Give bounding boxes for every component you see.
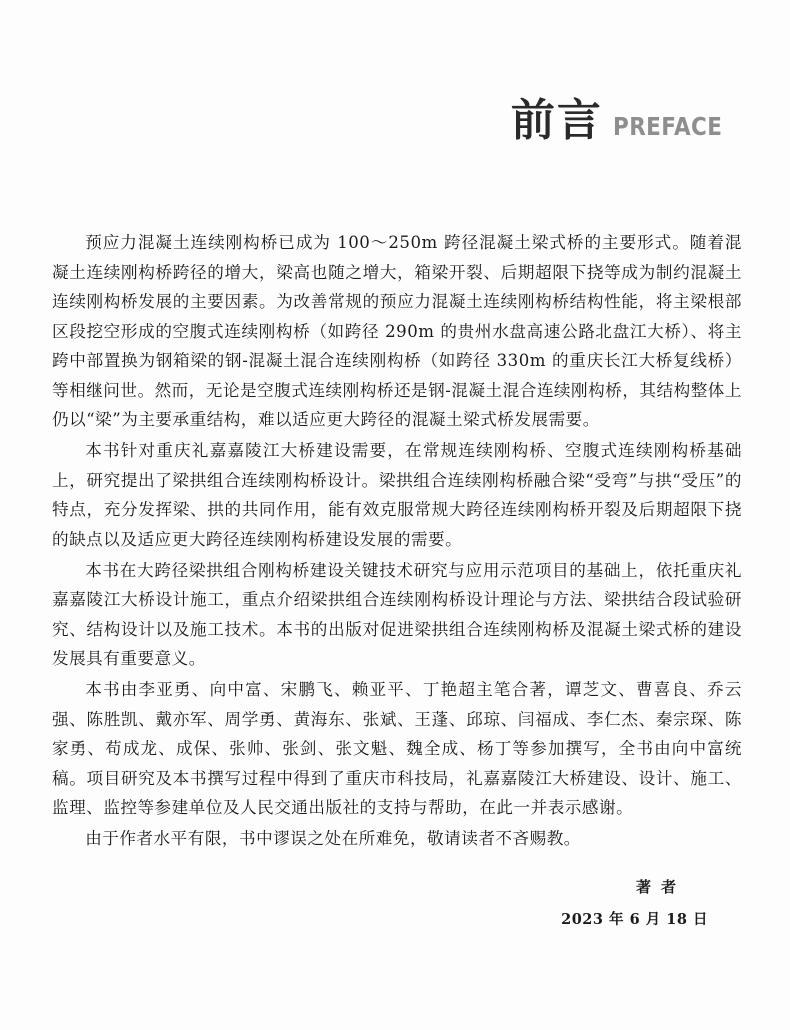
signature-date: 2023 年 6 月 18 日 xyxy=(561,911,708,928)
author-signature: 著者 xyxy=(635,878,686,896)
page-title: 前言 xyxy=(510,95,603,146)
paragraph-5: 由于作者水平有限，书中谬误之处在所难免，敬请读者不吝赐教。 xyxy=(85,829,581,848)
paragraph-4: 本书由李亚勇、向中富、宋鹏飞、赖亚平、丁艳超主笔合著，谭芝文、曹喜良、乔云强、陈胜凯、戴亦军、周学勇、黄海东、张斌、王蓬、邱琼、闫福成、李仁杰、秦宗琛、陈家勇、苟成龙、成保、张帅、张剑、张文魁、魏全成、杨丁等参加撰写，全书由向中富统稿。项目研究及本书撰写过程中得到了重庆市科技局，礼嘉嘉陵江大桥建设、设计、施工、监理、监控等参建单位及人民交通出版社的支持与帮助，在此一并表示感谢。 xyxy=(52,680,742,817)
page-subtitle: PREFACE xyxy=(612,112,723,141)
preface-header xyxy=(511,84,740,148)
preface-body xyxy=(52,228,742,855)
paragraph-3: 本书在大跨径梁拱组合刚构桥建设关键技术研究与应用示范项目的基础上，依托重庆礼嘉嘉陵江大桥设计施工，重点介绍梁拱组合连续刚构桥设计理论与方法、梁拱结合段试验研究、结构设计以及施工技术。本书的出版对促进梁拱组合连续刚构桥及混凝土梁式桥的建设发展具有重要意义。 xyxy=(52,560,742,668)
paragraph-1: 预应力混凝土连续刚构桥已成为 100～250m 跨径混凝土梁式桥的主要形式。随着混凝土连续刚构桥跨径的增大，梁高也随之增大，箱梁开裂、后期超限下挠等成为制约混凝土连续刚构桥发展的主要因素。为改善常规的预应力混凝土连续刚构桥结构性能，将主梁根部区段挖空形成的空腹式连续刚构桥（如跨径 290m 的贵州水盘高速公路北盘江大桥）、将主跨中部置换为钢箱梁的钢-混凝土混合连续刚构桥（如跨径 330m 的重庆长江大桥复线桥）等相继问世。然而，无论是空腹式连续刚构桥还是钢-混凝土混合连续刚构桥，其结构整体上仍以“梁”为主要承重结构，难以适应更大跨径的混凝土梁式桥发展需要。 xyxy=(52,233,742,429)
paragraph-2: 本书针对重庆礼嘉嘉陵江大桥建设需要，在常规连续刚构桥、空腹式连续刚构桥基础上，研究提出了梁拱组合连续刚构桥设计。梁拱组合连续刚构桥融合梁“受弯”与拱“受压”的特点，充分发挥梁、拱的共同作用，能有效克服常规大跨径连续刚构桥开裂及后期超限下挠的缺点以及适应更大跨径连续刚构桥建设发展的需要。 xyxy=(52,441,742,549)
